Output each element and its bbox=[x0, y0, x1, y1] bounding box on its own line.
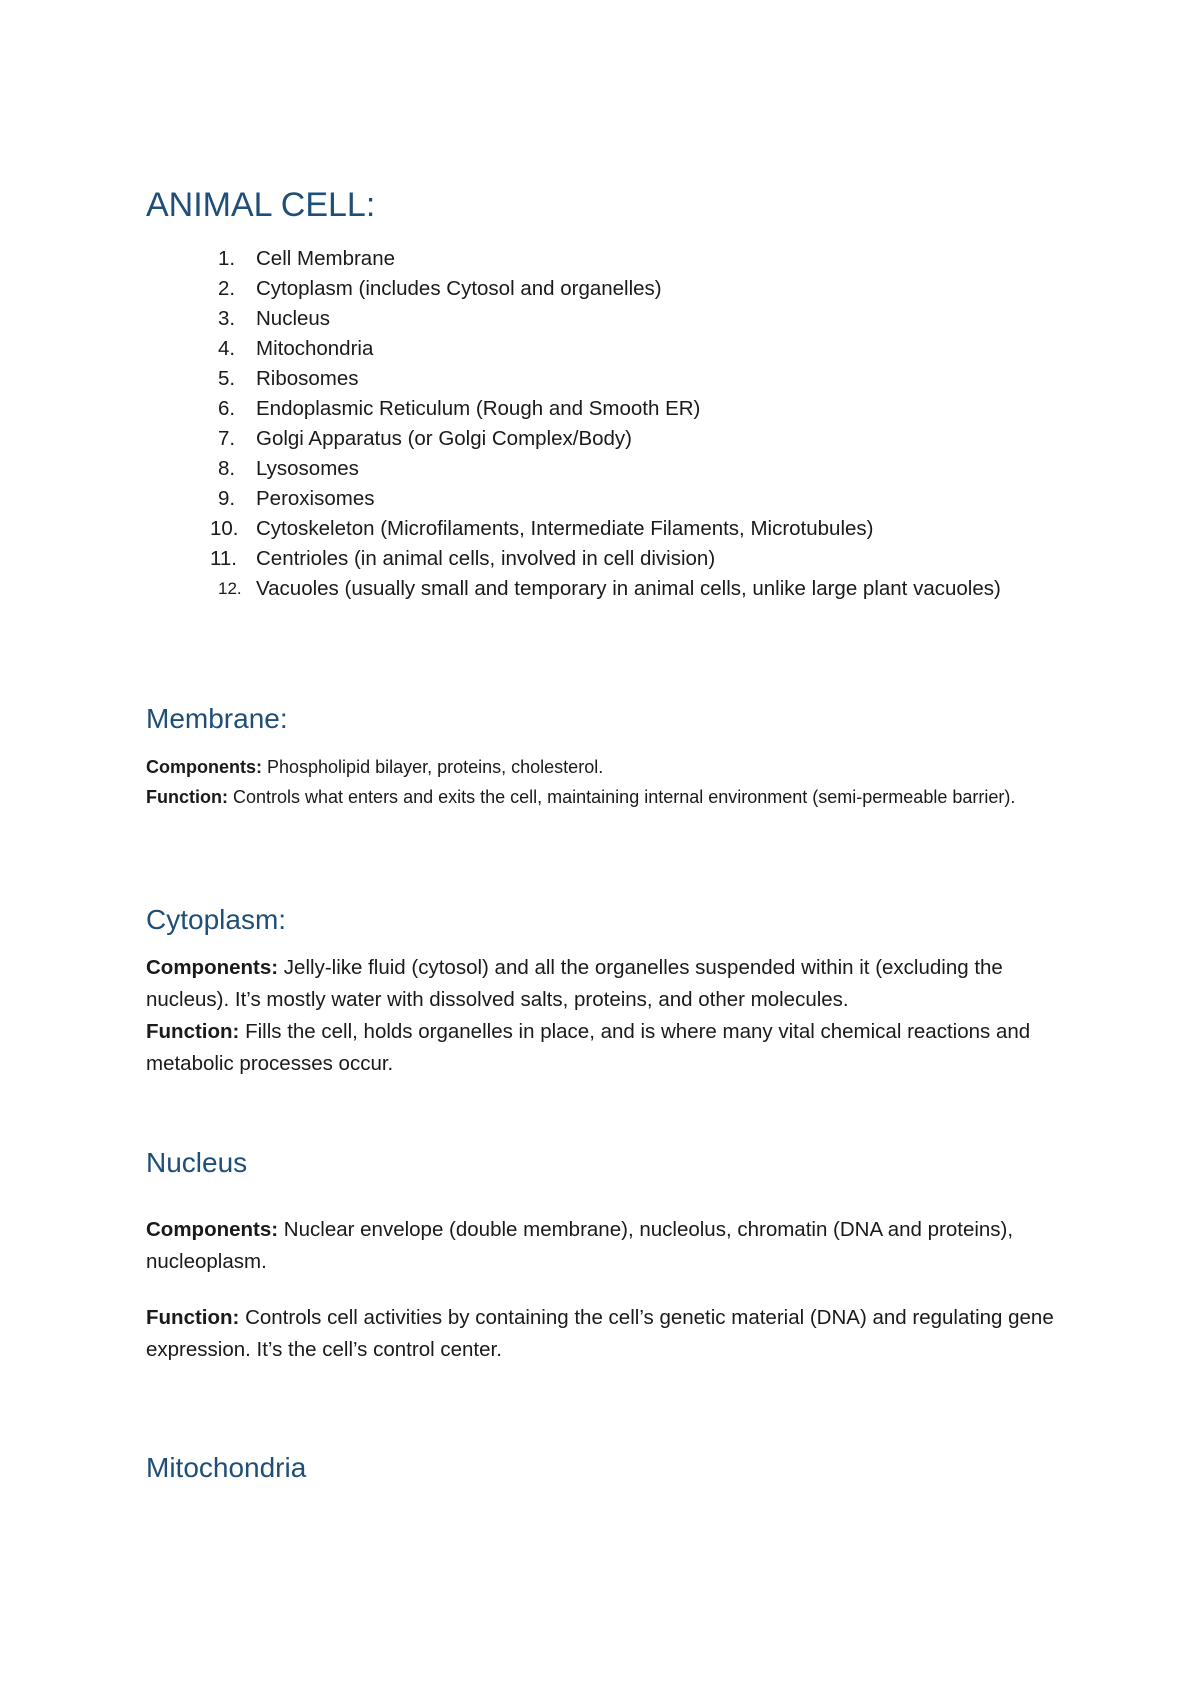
list-item-text: Ribosomes bbox=[256, 367, 359, 390]
membrane-function bbox=[146, 782, 1076, 812]
list-item-text: Lysosomes bbox=[256, 457, 359, 480]
function-label: Function: bbox=[146, 1306, 240, 1329]
list-item bbox=[196, 364, 1026, 394]
function-label: Function: bbox=[146, 1020, 240, 1043]
list-item bbox=[196, 334, 1026, 364]
nucleus-components bbox=[146, 1214, 1076, 1278]
list-item-text: Peroxisomes bbox=[256, 487, 375, 510]
list-item-text: Vacuoles (usually small and temporary in animal cells, unlike large plant vacuoles) bbox=[256, 577, 1001, 600]
components-text: Jelly-like fluid (cytosol) and all the organelles suspended within it (excluding the nucleus). It’s mostly water with dissolved salts, proteins, and other molecules. bbox=[146, 956, 1003, 1011]
membrane-components bbox=[146, 752, 1076, 782]
list-number: 4. bbox=[218, 337, 236, 360]
cytoplasm-components bbox=[146, 952, 1076, 1016]
list-item bbox=[196, 484, 1026, 514]
function-text: Controls cell activities by containing the cell’s genetic material (DNA) and regulating gene expression. It’s the cell’s control center. bbox=[146, 1306, 1054, 1361]
list-item bbox=[196, 394, 1026, 424]
list-item-text: Centrioles (in animal cells, involved in cell division) bbox=[256, 547, 716, 570]
list-number: 7. bbox=[218, 427, 236, 450]
list-item-text: Cytoplasm (includes Cytosol and organelles) bbox=[256, 277, 662, 300]
list-number: 10. bbox=[210, 517, 239, 540]
list-number: 2. bbox=[218, 277, 236, 300]
list-item-text: Nucleus bbox=[256, 307, 331, 330]
list-item-text: Golgi Apparatus (or Golgi Complex/Body) bbox=[256, 427, 633, 450]
nucleus-function bbox=[146, 1302, 1076, 1366]
list-item-text: Cytoskeleton (Microfilaments, Intermediate Filaments, Microtubules) bbox=[256, 517, 874, 540]
list-number: 9. bbox=[218, 487, 236, 510]
list-number: 1. bbox=[218, 247, 236, 270]
function-label: Function: bbox=[146, 787, 228, 807]
list-item-text: Endoplasmic Reticulum (Rough and Smooth ER) bbox=[256, 397, 701, 420]
membrane-heading: Membrane: bbox=[146, 703, 288, 734]
list-number: 6. bbox=[218, 397, 236, 420]
list-item-text: Cell Membrane bbox=[256, 247, 395, 270]
components-label: Components: bbox=[146, 757, 262, 777]
cytoplasm-heading: Cytoplasm: bbox=[146, 904, 287, 935]
components-label: Components: bbox=[146, 956, 279, 979]
list-item bbox=[196, 514, 1026, 544]
list-item bbox=[196, 304, 1026, 334]
nucleus-heading: Nucleus bbox=[146, 1147, 248, 1178]
list-item bbox=[196, 544, 1026, 574]
list-number: 12. bbox=[218, 579, 242, 598]
organelle-list bbox=[196, 244, 1026, 604]
list-item-text: Mitochondria bbox=[256, 337, 374, 360]
mitochondria-heading: Mitochondria bbox=[146, 1452, 307, 1483]
components-label: Components: bbox=[146, 1218, 279, 1241]
list-item bbox=[196, 274, 1026, 304]
page-title: ANIMAL CELL: bbox=[146, 186, 376, 224]
list-number: 5. bbox=[218, 367, 236, 390]
components-text: Nuclear envelope (double membrane), nucleolus, chromatin (DNA and proteins), nucleoplasm. bbox=[146, 1218, 1014, 1273]
function-text: Controls what enters and exits the cell, maintaining internal environment (semi-permeable barrier). bbox=[227, 787, 1016, 807]
list-item bbox=[196, 574, 1026, 604]
cytoplasm-function bbox=[146, 1016, 1076, 1080]
list-number: 8. bbox=[218, 457, 236, 480]
list-item bbox=[196, 454, 1026, 484]
components-text: Phospholipid bilayer, proteins, cholesterol. bbox=[262, 757, 604, 777]
list-number: 11. bbox=[210, 547, 237, 570]
list-number: 3. bbox=[218, 307, 236, 330]
list-item bbox=[196, 244, 1026, 274]
function-text: Fills the cell, holds organelles in place, and is where many vital chemical reactions and metabolic processes occur. bbox=[146, 1020, 1031, 1075]
list-item bbox=[196, 424, 1026, 454]
